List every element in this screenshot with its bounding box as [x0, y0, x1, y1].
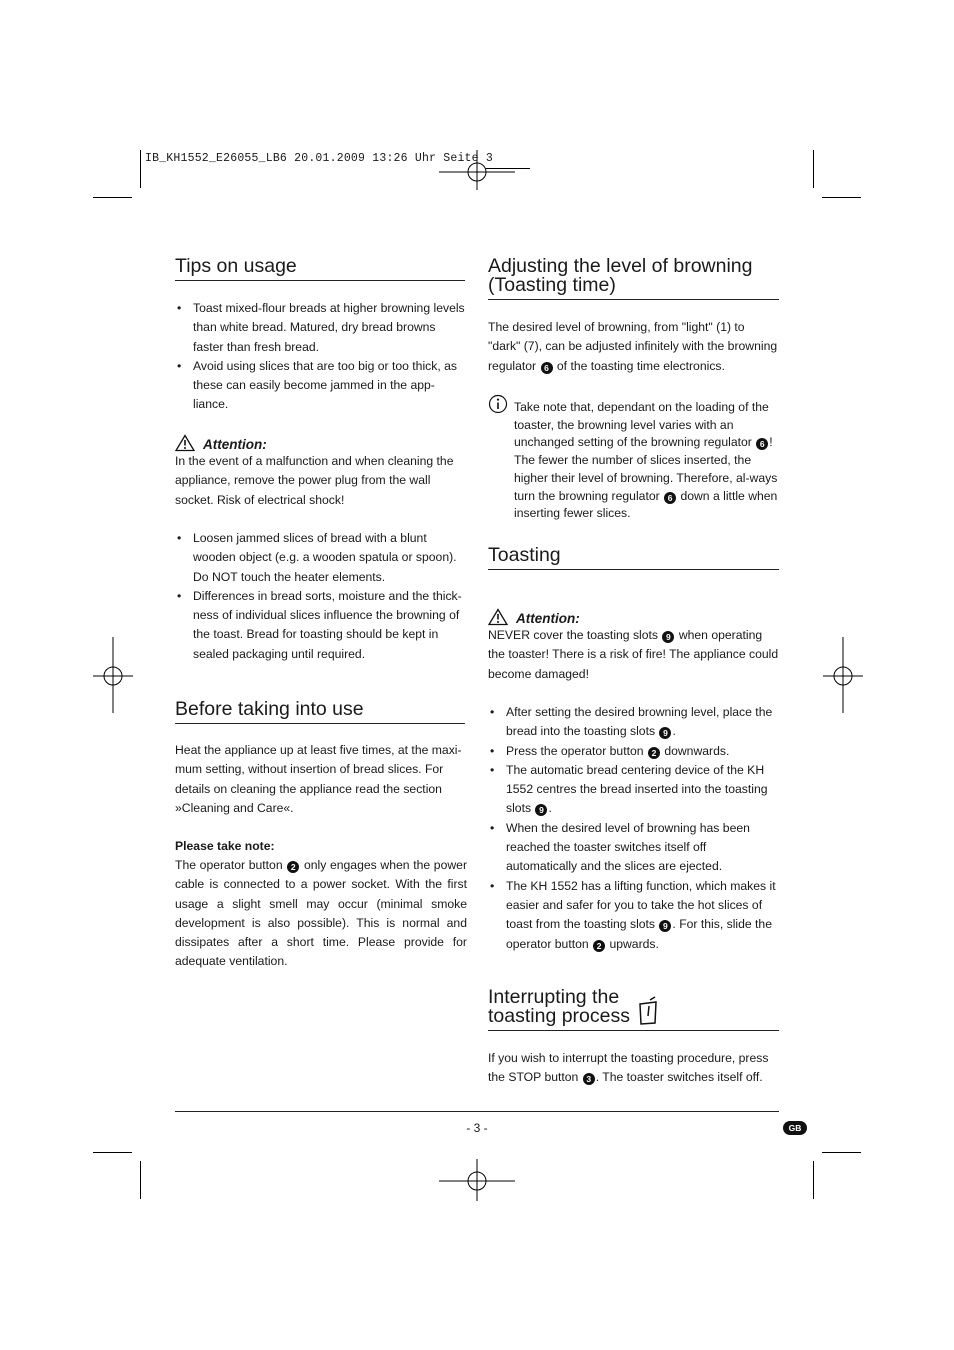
list-item: • Differences in bread sorts, moisture and the thick-ness of individual slices influence the browning of the toast. Bread for toasting should be kept in sealed packaging until required.: [175, 587, 467, 664]
tips-list-2: [175, 529, 467, 664]
toasting-section: [488, 546, 779, 570]
interrupt-section: [488, 988, 779, 1031]
info-text: [514, 399, 780, 523]
heading-line: Interrupting the: [488, 986, 620, 1008]
tips-heading: Tips on usage: [175, 257, 465, 281]
registration-mark-left: [73, 637, 153, 717]
crop-mark: [813, 150, 814, 188]
page-number: - 3 -: [466, 1121, 488, 1135]
list-item: • Toast mixed-flour breads at higher browning levels than white bread. Matured, dry bread browns faster than fresh bread.: [175, 299, 467, 357]
text-run: down a little when inserting fewer slices.: [514, 488, 778, 521]
crop-mark: [822, 197, 861, 198]
footer-rule: [175, 1111, 779, 1112]
text-run: .: [548, 801, 552, 816]
adjust-section: [488, 257, 779, 300]
heading-line: toasting process: [488, 1005, 630, 1027]
adjust-text: [488, 318, 780, 376]
text-run: If you wish to interrupt the toasting procedure, press the STOP button: [488, 1051, 769, 1085]
language-badge: GB: [783, 1121, 807, 1135]
attention-header-right: [488, 606, 580, 626]
text-run: NEVER cover the toasting slots: [488, 628, 659, 642]
text-run: upwards.: [609, 936, 659, 951]
note-label: Please take note:: [175, 839, 275, 853]
warning-triangle-icon: [175, 434, 195, 452]
part-number-badge: 2: [593, 940, 605, 952]
part-number-badge: 2: [648, 747, 660, 759]
part-number-badge: 6: [756, 438, 768, 450]
warning-triangle-icon: [488, 608, 508, 626]
list-item: • Avoid using slices that are too big or too thick, as these can easily become jammed in the app-liance.: [175, 357, 467, 415]
crop-mark: [93, 1152, 132, 1153]
text-run: Press the operator button: [506, 743, 644, 758]
before-section: [175, 700, 465, 724]
text-run: The operator button: [175, 858, 283, 872]
registration-mark-right: [803, 637, 883, 717]
text-run: only engages when the power cable is connected to a power socket. With the first usage a slight smell may occur (minimal smoke development is also possible). This is normal and dissipates after a short time. Please provide for adequate ventilation.: [175, 858, 467, 969]
registration-mark-bottom: [437, 1141, 517, 1221]
part-number-badge: 9: [535, 804, 547, 816]
heading-line: (Toasting time): [488, 274, 616, 296]
crop-mark: [822, 1152, 861, 1153]
text-run: Take note that, dependant on the loading of the toaster, the browning level varies with an unchanged setting of the browning regulator: [514, 400, 769, 450]
attention-label: Attention:: [516, 611, 580, 626]
stop-hand-icon: [636, 996, 662, 1026]
text-run: The automatic bread centering device of the KH 1552 centres the bread inserted into the toasting slots: [506, 762, 768, 816]
list-item: [488, 761, 780, 819]
text-run: . The toaster switches itself off.: [595, 1070, 763, 1085]
note-text: [175, 856, 467, 972]
text-run: . For this, slide the operator button: [506, 917, 772, 951]
list-item: [488, 877, 780, 954]
part-number-badge: 2: [287, 861, 299, 873]
tips-list-1: [175, 299, 467, 415]
text-run: downwards.: [664, 743, 730, 758]
crop-mark: [140, 150, 141, 188]
part-number-badge: 9: [659, 920, 671, 932]
crop-mark: [140, 1161, 141, 1199]
part-number-badge: 9: [659, 727, 671, 739]
before-text: Heat the appliance up at least five times, at the maxi-mum setting, without insertion of bread slices. For details on cleaning the appliance read the section »Cleaning and Care«.: [175, 743, 462, 815]
adjust-heading: [488, 257, 779, 300]
interrupt-text: [488, 1049, 780, 1088]
list-item: [488, 742, 780, 761]
part-number-badge: 9: [662, 631, 674, 643]
attention-label: Attention:: [203, 437, 267, 452]
interrupt-heading: [488, 988, 779, 1031]
print-slug: IB_KH1552_E26055_LB6 20.01.2009 13:26 Uhr Seite 3: [145, 152, 493, 165]
part-number-badge: 3: [583, 1073, 595, 1085]
info-icon: [488, 394, 508, 414]
toasting-heading: Toasting: [488, 546, 779, 570]
list-item: [488, 703, 780, 742]
part-number-badge: 6: [664, 492, 676, 504]
crop-mark: [93, 197, 132, 198]
toasting-attention-text: [488, 626, 780, 684]
text-run: .: [672, 724, 676, 739]
text-run: The KH 1552 has a lifting function, which makes it easier and safer for you to take the hot slices of toast from the toasting slots: [506, 878, 776, 932]
list-item: • When the desired level of browning has been reached the toaster switches itself off automatically and the slices are ejected.: [488, 819, 780, 877]
text-run: when operating the toaster! There is a risk of fire! The appliance could become damaged!: [488, 628, 779, 681]
registration-mark-top: [437, 132, 517, 212]
attention-header-left: [175, 432, 267, 452]
text-run: ! The fewer the number of slices inserted, the higher their level of browning. Therefore, al-ways turn the browning regulator: [514, 435, 778, 503]
part-number-badge: 6: [541, 362, 553, 374]
list-item: • Loosen jammed slices of bread with a blunt wooden object (e.g. a wooden spatula or spoon). Do NOT touch the heater elements.: [175, 529, 467, 587]
crop-mark: [813, 1161, 814, 1199]
before-heading: Before taking into use: [175, 700, 465, 724]
toasting-list: [488, 703, 780, 954]
left-column: [175, 257, 465, 281]
attention-text: In the event of a malfunction and when cleaning the appliance, remove the power plug from the wall socket. Risk of electrical shock!: [175, 454, 454, 507]
heading-line: Adjusting the level of browning: [488, 255, 753, 277]
text-run: of the toasting time electronics.: [556, 358, 725, 373]
text-run: The desired level of browning, from "light" (1) to "dark" (7), can be adjusted infinitely with the browning regulator: [488, 320, 778, 373]
text-run: After setting the desired browning level, place the bread into the toasting slots: [506, 705, 773, 739]
